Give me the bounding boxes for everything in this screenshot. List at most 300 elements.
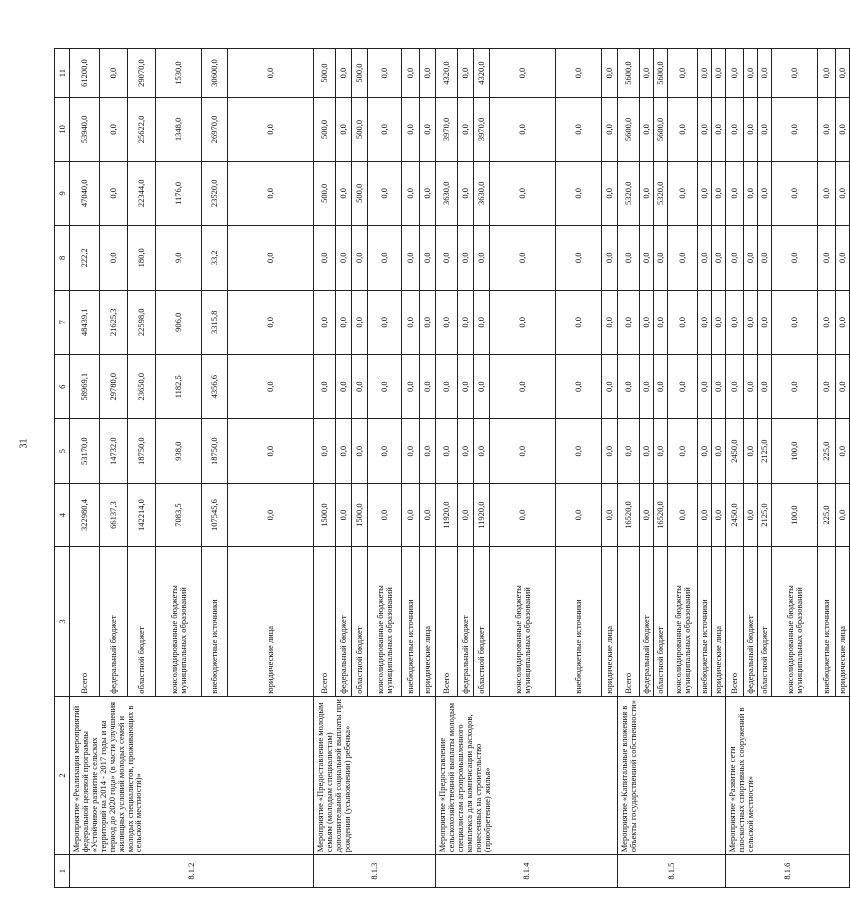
amount-cell: 0,0 xyxy=(836,49,850,98)
amount-cell: 0,0 xyxy=(654,226,668,290)
column-header: 11 xyxy=(55,49,70,98)
amount-cell: 0,0 xyxy=(420,161,436,225)
amount-cell: 0,0 xyxy=(712,354,726,418)
amount-cell: 47040,0 xyxy=(70,161,100,225)
amount-cell: 0,0 xyxy=(402,98,420,161)
amount-cell: 0,0 xyxy=(556,161,602,225)
amount-cell: 0,0 xyxy=(490,419,556,483)
amount-cell: 0,0 xyxy=(458,419,474,483)
amount-cell: 500,0 xyxy=(314,98,336,161)
amount-cell: 0,0 xyxy=(618,226,640,290)
amount-cell: 0,0 xyxy=(336,483,352,546)
amount-cell: 0,0 xyxy=(368,49,402,98)
amount-cell: 0,0 xyxy=(556,419,602,483)
amount-cell: 0,0 xyxy=(368,290,402,354)
item-code: 8.1.3 xyxy=(314,855,436,888)
amount-cell: 0,0 xyxy=(668,226,698,290)
amount-cell: 0,0 xyxy=(420,354,436,418)
table-row xyxy=(70,49,100,888)
amount-cell: 0,0 xyxy=(744,483,758,546)
funding-source: внебюджетные источники xyxy=(202,547,228,696)
funding-source: внебюджетные источники xyxy=(402,547,420,696)
amount-cell: 225,0 xyxy=(818,483,836,546)
funding-source: областной бюджет xyxy=(352,547,368,696)
amount-cell: 0,0 xyxy=(490,226,556,290)
column-header: 10 xyxy=(55,98,70,161)
amount-cell: 0,0 xyxy=(474,419,490,483)
column-header: 7 xyxy=(55,290,70,354)
amount-cell: 0,0 xyxy=(490,483,556,546)
amount-cell: 0,0 xyxy=(556,98,602,161)
amount-cell: 0,0 xyxy=(668,290,698,354)
amount-cell: 11920,0 xyxy=(436,483,458,546)
amount-cell: 0,0 xyxy=(228,354,314,418)
amount-cell: 100,0 xyxy=(772,483,818,546)
amount-cell: 0,0 xyxy=(402,290,420,354)
amount-cell: 0,0 xyxy=(772,354,818,418)
amount-cell: 500,0 xyxy=(352,49,368,98)
table-row xyxy=(436,49,458,888)
amount-cell: 0,0 xyxy=(618,354,640,418)
amount-cell: 0,0 xyxy=(490,354,556,418)
funding-source: юридические лица xyxy=(836,547,850,696)
amount-cell: 0,0 xyxy=(458,98,474,161)
amount-cell: 1500,0 xyxy=(314,483,336,546)
amount-cell: 0,0 xyxy=(836,419,850,483)
column-header: 6 xyxy=(55,354,70,418)
item-name: Мероприятие «Реализация мероприятий федеральной целевой программы «Устойчивое развитие сельских территорий на 2014 - 2017 годы и на период до 2020 года» (в части улучшения жилищных условий молодых семей и молодых специалистов, проживающих в сельской местности)» xyxy=(70,696,314,855)
amount-cell: 0,0 xyxy=(698,354,712,418)
amount-cell: 0,0 xyxy=(352,354,368,418)
amount-cell: 0,0 xyxy=(744,98,758,161)
amount-cell: 53170,0 xyxy=(70,419,100,483)
amount-cell: 5320,0 xyxy=(618,161,640,225)
amount-cell: 2125,0 xyxy=(758,483,772,546)
amount-cell: 938,0 xyxy=(156,419,202,483)
funding-source: областной бюджет xyxy=(654,547,668,696)
budget-table xyxy=(54,48,850,888)
amount-cell: 0,0 xyxy=(490,161,556,225)
amount-cell: 142214,0 xyxy=(128,483,156,546)
amount-cell: 0,0 xyxy=(618,290,640,354)
amount-cell: 0,0 xyxy=(640,226,654,290)
amount-cell: 0,0 xyxy=(602,98,618,161)
amount-cell: 0,0 xyxy=(474,226,490,290)
funding-source: внебюджетные источники xyxy=(818,547,836,696)
funding-source: юридические лица xyxy=(602,547,618,696)
column-header: 5 xyxy=(55,419,70,483)
item-name: Мероприятие «Развитие сети плоскостных спортивных сооружений в сельской местности» xyxy=(726,696,850,855)
amount-cell: 0,0 xyxy=(368,226,402,290)
amount-cell: 0,0 xyxy=(744,290,758,354)
funding-source: консолидированные бюджеты муниципальных образований xyxy=(156,547,202,696)
amount-cell: 0,0 xyxy=(336,354,352,418)
amount-cell: 0,0 xyxy=(420,483,436,546)
amount-cell: 0,0 xyxy=(698,483,712,546)
amount-cell: 0,0 xyxy=(474,354,490,418)
amount-cell: 0,0 xyxy=(100,98,128,161)
amount-cell: 0,0 xyxy=(314,290,336,354)
amount-cell: 3970,0 xyxy=(436,98,458,161)
amount-cell: 0,0 xyxy=(772,226,818,290)
amount-cell: 0,0 xyxy=(490,98,556,161)
amount-cell: 0,0 xyxy=(100,49,128,98)
amount-cell: 0,0 xyxy=(602,483,618,546)
amount-cell: 0,0 xyxy=(420,98,436,161)
amount-cell: 23520,0 xyxy=(202,161,228,225)
amount-cell: 0,0 xyxy=(556,49,602,98)
amount-cell: 500,0 xyxy=(352,98,368,161)
amount-cell: 0,0 xyxy=(458,161,474,225)
amount-cell: 0,0 xyxy=(744,419,758,483)
amount-cell: 0,0 xyxy=(668,419,698,483)
funding-source: федеральный бюджет xyxy=(640,547,654,696)
funding-source: Всего xyxy=(726,547,744,696)
amount-cell: 222,2 xyxy=(70,226,100,290)
amount-cell: 25622,0 xyxy=(128,98,156,161)
amount-cell: 0,0 xyxy=(772,290,818,354)
amount-cell: 0,0 xyxy=(836,226,850,290)
amount-cell: 2450,0 xyxy=(726,419,744,483)
amount-cell: 0,0 xyxy=(698,161,712,225)
amount-cell: 29780,0 xyxy=(100,354,128,418)
amount-cell: 0,0 xyxy=(712,98,726,161)
item-code: 8.1.4 xyxy=(436,855,618,888)
amount-cell: 0,0 xyxy=(668,483,698,546)
funding-source: Всего xyxy=(314,547,336,696)
amount-cell: 0,0 xyxy=(726,161,744,225)
amount-cell: 0,0 xyxy=(458,354,474,418)
amount-cell: 33,2 xyxy=(202,226,228,290)
amount-cell: 1182,5 xyxy=(156,354,202,418)
amount-cell: 14732,0 xyxy=(100,419,128,483)
amount-cell: 0,0 xyxy=(772,161,818,225)
amount-cell: 0,0 xyxy=(712,49,726,98)
amount-cell: 0,0 xyxy=(818,98,836,161)
amount-cell: 66137,3 xyxy=(100,483,128,546)
item-code: 8.1.2 xyxy=(70,855,314,888)
amount-cell: 0,0 xyxy=(436,419,458,483)
amount-cell: 0,0 xyxy=(100,161,128,225)
amount-cell: 0,0 xyxy=(314,226,336,290)
amount-cell: 0,0 xyxy=(314,354,336,418)
amount-cell: 0,0 xyxy=(818,354,836,418)
amount-cell: 0,0 xyxy=(228,483,314,546)
amount-cell: 0,0 xyxy=(640,419,654,483)
amount-cell: 0,0 xyxy=(726,98,744,161)
amount-cell: 0,0 xyxy=(744,354,758,418)
column-header: 3 xyxy=(55,547,70,696)
amount-cell: 0,0 xyxy=(368,354,402,418)
amount-cell: 0,0 xyxy=(698,419,712,483)
column-header: 1 xyxy=(55,855,70,888)
amount-cell: 0,0 xyxy=(402,161,420,225)
amount-cell: 2450,0 xyxy=(726,483,744,546)
amount-cell: 58969,1 xyxy=(70,354,100,418)
amount-cell: 0,0 xyxy=(602,49,618,98)
funding-source: консолидированные бюджеты муниципальных образований xyxy=(772,547,818,696)
amount-cell: 100,0 xyxy=(772,419,818,483)
amount-cell: 48439,1 xyxy=(70,290,100,354)
amount-cell: 0,0 xyxy=(602,354,618,418)
funding-source: юридические лица xyxy=(712,547,726,696)
amount-cell: 0,0 xyxy=(836,98,850,161)
amount-cell: 0,0 xyxy=(100,226,128,290)
amount-cell: 2125,0 xyxy=(758,419,772,483)
amount-cell: 18750,0 xyxy=(202,419,228,483)
amount-cell: 0,0 xyxy=(818,49,836,98)
amount-cell: 0,0 xyxy=(654,354,668,418)
funding-source: внебюджетные источники xyxy=(698,547,712,696)
amount-cell: 0,0 xyxy=(758,354,772,418)
amount-cell: 0,0 xyxy=(698,98,712,161)
column-header: 8 xyxy=(55,226,70,290)
amount-cell: 0,0 xyxy=(698,226,712,290)
funding-source: федеральный бюджет xyxy=(336,547,352,696)
amount-cell: 0,0 xyxy=(368,98,402,161)
amount-cell: 5600,0 xyxy=(618,49,640,98)
amount-cell: 18750,0 xyxy=(128,419,156,483)
amount-cell: 0,0 xyxy=(336,49,352,98)
amount-cell: 0,0 xyxy=(640,290,654,354)
amount-cell: 3630,0 xyxy=(436,161,458,225)
amount-cell: 3315,8 xyxy=(202,290,228,354)
amount-cell: 0,0 xyxy=(368,483,402,546)
amount-cell: 0,0 xyxy=(836,354,850,418)
amount-cell: 0,0 xyxy=(818,226,836,290)
item-name: Мероприятие «Предоставление молодым семьям (молодым специалистам) дополнительной социальной выплаты при рождении (усыновлении) ребенка» xyxy=(314,696,436,855)
amount-cell: 0,0 xyxy=(228,290,314,354)
amount-cell: 0,0 xyxy=(726,290,744,354)
header-row xyxy=(55,49,70,888)
amount-cell: 5320,0 xyxy=(654,161,668,225)
funding-source: областной бюджет xyxy=(474,547,490,696)
amount-cell: 0,0 xyxy=(420,226,436,290)
funding-source: федеральный бюджет xyxy=(458,547,474,696)
amount-cell: 0,0 xyxy=(458,290,474,354)
amount-cell: 26970,0 xyxy=(202,98,228,161)
amount-cell: 0,0 xyxy=(640,98,654,161)
amount-cell: 107545,6 xyxy=(202,483,228,546)
amount-cell: 30600,0 xyxy=(202,49,228,98)
amount-cell: 0,0 xyxy=(712,161,726,225)
amount-cell: 500,0 xyxy=(352,161,368,225)
amount-cell: 21625,3 xyxy=(100,290,128,354)
amount-cell: 0,0 xyxy=(640,354,654,418)
amount-cell: 0,0 xyxy=(352,419,368,483)
amount-cell: 0,0 xyxy=(402,226,420,290)
funding-source: областной бюджет xyxy=(758,547,772,696)
amount-cell: 0,0 xyxy=(698,49,712,98)
amount-cell: 0,0 xyxy=(602,290,618,354)
funding-source: консолидированные бюджеты муниципальных образований xyxy=(668,547,698,696)
amount-cell: 0,0 xyxy=(602,161,618,225)
amount-cell: 0,0 xyxy=(772,98,818,161)
amount-cell: 0,0 xyxy=(712,483,726,546)
amount-cell: 225,0 xyxy=(818,419,836,483)
amount-cell: 0,0 xyxy=(618,419,640,483)
item-name: Мероприятие «Капитальные вложения в объекты государственной собственности» xyxy=(618,696,726,855)
amount-cell: 3970,0 xyxy=(474,98,490,161)
amount-cell: 0,0 xyxy=(556,226,602,290)
amount-cell: 4320,0 xyxy=(436,49,458,98)
amount-cell: 0,0 xyxy=(402,49,420,98)
amount-cell: 0,0 xyxy=(818,161,836,225)
amount-cell: 0,0 xyxy=(836,161,850,225)
amount-cell: 0,0 xyxy=(836,483,850,546)
amount-cell: 0,0 xyxy=(726,49,744,98)
amount-cell: 16520,0 xyxy=(618,483,640,546)
funding-source: консолидированные бюджеты муниципальных образований xyxy=(490,547,556,696)
funding-source: федеральный бюджет xyxy=(100,547,128,696)
item-code: 8.1.5 xyxy=(618,855,726,888)
amount-cell: 0,0 xyxy=(436,290,458,354)
funding-source: Всего xyxy=(70,547,100,696)
amount-cell: 0,0 xyxy=(458,49,474,98)
table-body xyxy=(70,49,850,888)
amount-cell: 0,0 xyxy=(654,290,668,354)
amount-cell: 0,0 xyxy=(668,49,698,98)
amount-cell: 0,0 xyxy=(420,419,436,483)
amount-cell: 4320,0 xyxy=(474,49,490,98)
amount-cell: 7083,5 xyxy=(156,483,202,546)
amount-cell: 9,0 xyxy=(156,226,202,290)
amount-cell: 0,0 xyxy=(336,226,352,290)
amount-cell: 0,0 xyxy=(836,290,850,354)
amount-cell: 0,0 xyxy=(228,226,314,290)
amount-cell: 0,0 xyxy=(474,290,490,354)
amount-cell: 1500,0 xyxy=(352,483,368,546)
column-header: 9 xyxy=(55,161,70,225)
amount-cell: 0,0 xyxy=(228,419,314,483)
amount-cell: 0,0 xyxy=(490,290,556,354)
funding-source: консолидированные бюджеты муниципальных образований xyxy=(368,547,402,696)
table-row xyxy=(726,49,744,888)
amount-cell: 0,0 xyxy=(352,226,368,290)
amount-cell: 0,0 xyxy=(314,419,336,483)
amount-cell: 0,0 xyxy=(402,483,420,546)
amount-cell: 0,0 xyxy=(698,290,712,354)
amount-cell: 0,0 xyxy=(336,98,352,161)
amount-cell: 500,0 xyxy=(314,161,336,225)
amount-cell: 0,0 xyxy=(402,354,420,418)
amount-cell: 0,0 xyxy=(420,290,436,354)
amount-cell: 0,0 xyxy=(712,226,726,290)
amount-cell: 16520,0 xyxy=(654,483,668,546)
amount-cell: 0,0 xyxy=(336,290,352,354)
amount-cell: 0,0 xyxy=(712,419,726,483)
rotated-page xyxy=(54,48,848,888)
amount-cell: 0,0 xyxy=(654,419,668,483)
amount-cell: 61200,0 xyxy=(70,49,100,98)
funding-source: областной бюджет xyxy=(128,547,156,696)
amount-cell: 0,0 xyxy=(436,354,458,418)
amount-cell: 0,0 xyxy=(336,161,352,225)
amount-cell: 0,0 xyxy=(228,161,314,225)
amount-cell: 0,0 xyxy=(726,354,744,418)
amount-cell: 0,0 xyxy=(640,483,654,546)
amount-cell: 22344,0 xyxy=(128,161,156,225)
amount-cell: 1176,0 xyxy=(156,161,202,225)
amount-cell: 11920,0 xyxy=(474,483,490,546)
amount-cell: 0,0 xyxy=(758,290,772,354)
amount-cell: 0,0 xyxy=(602,226,618,290)
amount-cell: 0,0 xyxy=(744,49,758,98)
amount-cell: 0,0 xyxy=(458,226,474,290)
funding-source: федеральный бюджет xyxy=(744,547,758,696)
amount-cell: 0,0 xyxy=(336,419,352,483)
amount-cell: 0,0 xyxy=(228,49,314,98)
table-row xyxy=(618,49,640,888)
amount-cell: 0,0 xyxy=(402,419,420,483)
amount-cell: 0,0 xyxy=(490,49,556,98)
amount-cell: 0,0 xyxy=(712,290,726,354)
funding-source: юридические лица xyxy=(420,547,436,696)
amount-cell: 0,0 xyxy=(758,161,772,225)
amount-cell: 5600,0 xyxy=(654,49,668,98)
amount-cell: 0,0 xyxy=(640,49,654,98)
amount-cell: 1530,0 xyxy=(156,49,202,98)
amount-cell: 0,0 xyxy=(744,226,758,290)
amount-cell: 4356,6 xyxy=(202,354,228,418)
page-number: 31 xyxy=(18,438,30,449)
amount-cell: 0,0 xyxy=(556,290,602,354)
item-code: 8.1.6 xyxy=(726,855,850,888)
amount-cell: 1348,0 xyxy=(156,98,202,161)
amount-cell: 5600,0 xyxy=(654,98,668,161)
amount-cell: 0,0 xyxy=(556,354,602,418)
amount-cell: 0,0 xyxy=(758,98,772,161)
item-name: Мероприятие «Предоставление сельскохозяйственной выплаты молодым специалистам агропромышленного комплекса для компенсации расходов, понесенных на строительство (приобретение) жилья» xyxy=(436,696,618,855)
amount-cell: 0,0 xyxy=(668,161,698,225)
amount-cell: 0,0 xyxy=(758,226,772,290)
amount-cell: 0,0 xyxy=(368,161,402,225)
amount-cell: 0,0 xyxy=(436,226,458,290)
amount-cell: 0,0 xyxy=(818,290,836,354)
amount-cell: 180,0 xyxy=(128,226,156,290)
amount-cell: 53940,0 xyxy=(70,98,100,161)
amount-cell: 0,0 xyxy=(458,483,474,546)
amount-cell: 0,0 xyxy=(352,290,368,354)
amount-cell: 322980,4 xyxy=(70,483,100,546)
column-header: 4 xyxy=(55,483,70,546)
amount-cell: 5600,0 xyxy=(618,98,640,161)
amount-cell: 29070,0 xyxy=(128,49,156,98)
funding-source: Всего xyxy=(436,547,458,696)
amount-cell: 0,0 xyxy=(726,226,744,290)
funding-source: Всего xyxy=(618,547,640,696)
amount-cell: 0,0 xyxy=(556,483,602,546)
amount-cell: 22598,0 xyxy=(128,290,156,354)
amount-cell: 0,0 xyxy=(368,419,402,483)
table-row xyxy=(314,49,336,888)
funding-source: внебюджетные источники xyxy=(556,547,602,696)
amount-cell: 500,0 xyxy=(314,49,336,98)
amount-cell: 0,0 xyxy=(758,49,772,98)
funding-source: юридические лица xyxy=(228,547,314,696)
amount-cell: 0,0 xyxy=(772,49,818,98)
column-header: 2 xyxy=(55,696,70,855)
amount-cell: 0,0 xyxy=(228,98,314,161)
amount-cell: 0,0 xyxy=(668,98,698,161)
amount-cell: 0,0 xyxy=(668,354,698,418)
amount-cell: 0,0 xyxy=(744,161,758,225)
amount-cell: 0,0 xyxy=(640,161,654,225)
amount-cell: 23650,0 xyxy=(128,354,156,418)
amount-cell: 906,0 xyxy=(156,290,202,354)
amount-cell: 3630,0 xyxy=(474,161,490,225)
amount-cell: 0,0 xyxy=(602,419,618,483)
